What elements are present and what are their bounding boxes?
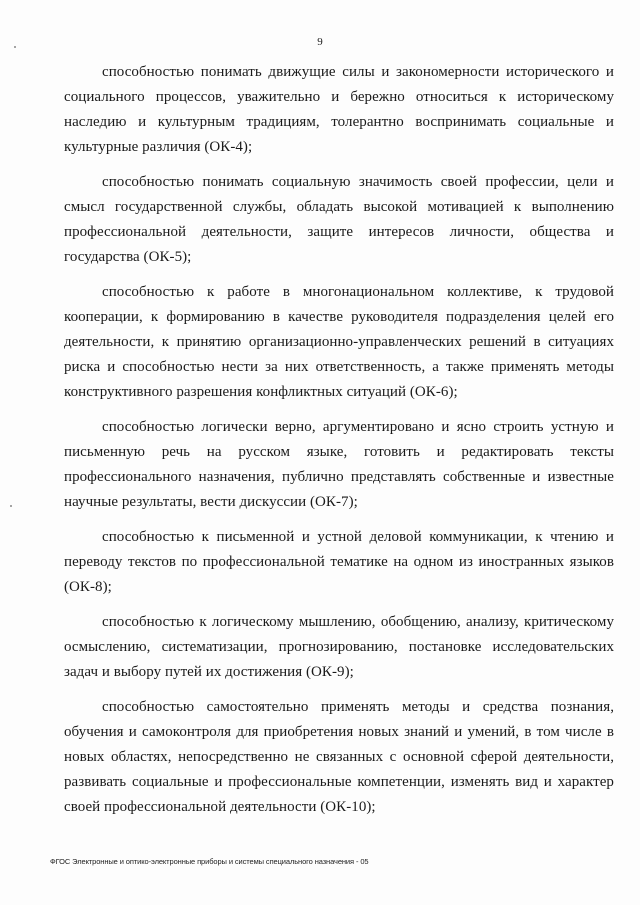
paragraph-ok-4: способностью понимать движущие силы и закономерности исторического и социального процессов, уважительно и бережно относиться к историческому наследию и культурным традициям, толерантно воспринимать социальные и культурные различия (ОК-4);	[64, 64, 614, 155]
paragraph-ok-8: способностью к письменной и устной деловой коммуникации, к чтению и переводу текстов по профессиональной тематике на одном из иностранных языков (ОК-8);	[64, 529, 614, 595]
paragraph-ok-7: способностью логически верно, аргументировано и ясно строить устную и письменную речь на русском языке, готовить и редактировать тексты профессионального назначения, публично представлять собственные и известные научные результаты, вести дискуссии (ОК-7);	[64, 419, 614, 510]
paragraph-ok-5: способностью понимать социальную значимость своей профессии, цели и смысл государственной службы, обладать высокой мотивацией к выполнению профессиональной деятельности, защите интересов личности, общества и государства (ОК-5);	[64, 174, 614, 265]
scan-speck	[10, 505, 12, 507]
footer-note: ФГОС Электронные и оптико-электронные приборы и системы специального назначения - 05	[50, 857, 369, 866]
body-text	[64, 60, 614, 830]
page-number: 9	[317, 36, 323, 48]
paragraph-ok-10: способностью самостоятельно применять методы и средства познания, обучения и самоконтроля для приобретения новых знаний и умений, в том числе в новых областях, непосредственно не связанных с основной сферой деятельности, развивать социальные и профессиональные компетенции, изменять вид и характер своей профессиональной деятельности (ОК-10);	[64, 699, 614, 815]
paragraph-ok-9: способностью к логическому мышлению, обобщению, анализу, критическому осмыслению, систематизации, прогнозированию, постановке исследовательских задач и выбору путей их достижения (ОК-9);	[64, 614, 614, 680]
scan-speck	[14, 46, 16, 48]
paragraph-ok-6: способностью к работе в многонациональном коллективе, к трудовой кооперации, к формированию в качестве руководителя подразделения целей его деятельности, к принятию организационно-управленческих решений в ситуациях риска и способностью нести за них ответственность, а также применять методы конструктивного разрешения конфликтных ситуаций (ОК-6);	[64, 284, 614, 400]
